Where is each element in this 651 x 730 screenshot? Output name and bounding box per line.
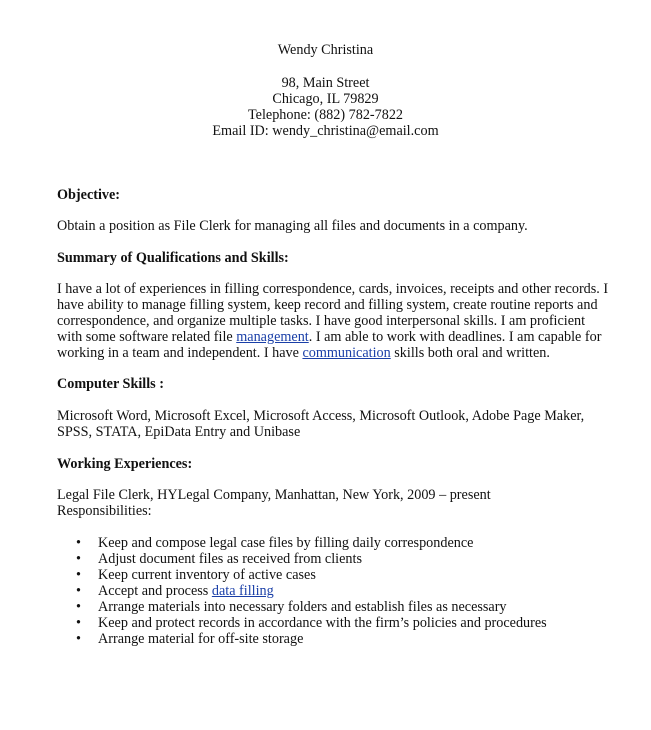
summary-line-5 xyxy=(57,345,597,361)
list-item xyxy=(57,551,547,567)
summary-line-4-pre: with some software related file xyxy=(57,329,237,345)
bullet-icon: • xyxy=(76,631,81,647)
email: Email ID: wendy_christina@email.com xyxy=(212,123,439,139)
list-item-text: Arrange material for off-site storage xyxy=(98,631,304,647)
bullet-icon: • xyxy=(76,599,81,615)
communication-link[interactable]: communication xyxy=(302,345,391,361)
bullet-icon: • xyxy=(76,583,81,599)
summary-line-4 xyxy=(57,329,602,345)
computer-skills-heading: Computer Skills : xyxy=(57,376,164,392)
list-item-text: Accept and process xyxy=(98,583,212,599)
bullet-icon: • xyxy=(76,535,81,551)
objective-heading: Objective: xyxy=(57,187,121,203)
experience-heading: Working Experiences: xyxy=(57,456,193,472)
responsibilities-list xyxy=(57,535,547,647)
address-city: Chicago, IL 79829 xyxy=(272,91,379,107)
summary-paragraph xyxy=(57,281,609,361)
computer-skills-line-1: Microsoft Word, Microsoft Excel, Microsoft Access, Microsoft Outlook, Adobe Page Maker, xyxy=(57,408,585,424)
telephone: Telephone: (882) 782-7822 xyxy=(247,107,404,123)
summary-heading: Summary of Qualifications and Skills: xyxy=(57,250,289,266)
summary-line-2: have ability to manage filling system, keep record and filling system, create routine reports and xyxy=(57,297,598,313)
list-item xyxy=(57,631,547,647)
list-item xyxy=(57,583,547,599)
list-item xyxy=(57,599,547,615)
summary-line-5-pre: working in a team and independent. I have xyxy=(57,345,303,361)
bullet-icon: • xyxy=(76,615,81,631)
list-item-text: Keep current inventory of active cases xyxy=(98,567,316,583)
list-item-text: Arrange materials into necessary folders and establish files as necessary xyxy=(98,599,507,615)
data-filling-link[interactable]: data filling xyxy=(211,583,274,599)
summary-line-3: correspondence, and organize multiple tasks. I have good interpersonal skills. I am proficient xyxy=(57,313,586,329)
summary-line-5-post: skills both oral and written. xyxy=(390,345,550,361)
objective-text xyxy=(57,218,597,234)
summary-line-4-post: . I am able to work with deadlines. I am capable for xyxy=(308,329,602,345)
summary-line-1: I have a lot of experiences in filling correspondence, cards, invoices, receipts and other records. I xyxy=(57,281,609,297)
bullet-icon: • xyxy=(76,551,81,567)
bullet-icon: • xyxy=(76,567,81,583)
list-item xyxy=(57,615,547,631)
list-item xyxy=(57,535,547,551)
experience-position-block xyxy=(57,487,597,519)
computer-skills-paragraph xyxy=(57,408,597,440)
responsibilities-label: Responsibilities: xyxy=(57,503,152,519)
candidate-name: Wendy Christina xyxy=(277,42,374,58)
list-item-text: Keep and protect records in accordance with the firm’s policies and procedures xyxy=(98,615,547,631)
computer-skills-line-2: SPSS, STATA, EpiData Entry and Unibase xyxy=(57,424,301,440)
list-item-text: Adjust document files as received from clients xyxy=(98,551,362,567)
list-item xyxy=(57,567,547,583)
experience-position: Legal File Clerk, HYLegal Company, Manhattan, New York, 2009 – present xyxy=(57,487,491,503)
address-street: 98, Main Street xyxy=(281,75,370,91)
management-link[interactable]: management xyxy=(236,329,309,345)
objective-line: Obtain a position as File Clerk for managing all files and documents in a company. xyxy=(57,218,528,234)
list-item-text: Keep and compose legal case files by filling daily correspondence xyxy=(98,535,474,551)
